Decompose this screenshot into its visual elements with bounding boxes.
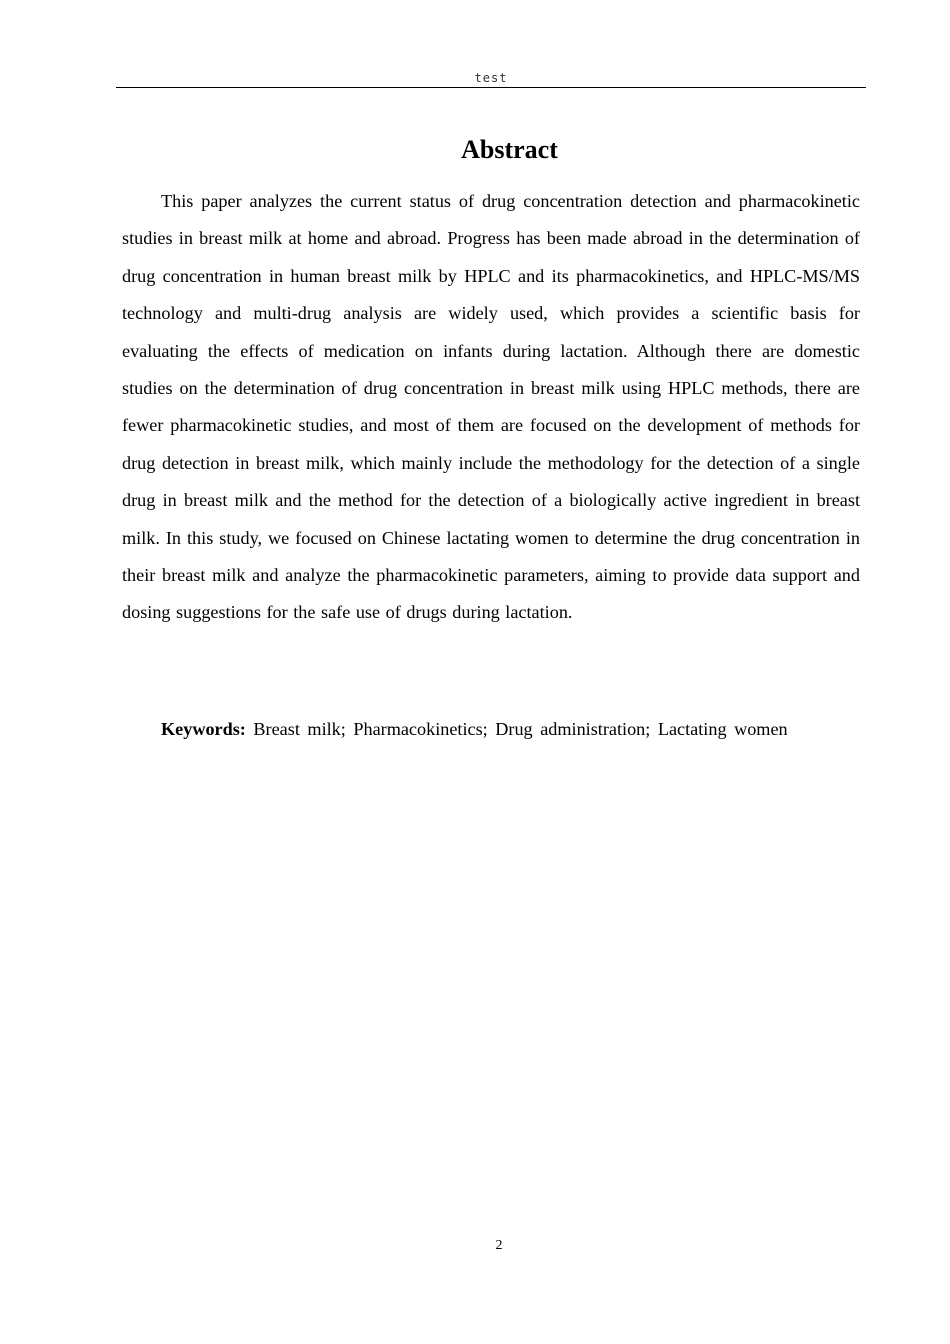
keywords-line bbox=[122, 711, 860, 747]
page-number: 2 bbox=[495, 1238, 503, 1253]
abstract-title: Abstract bbox=[461, 135, 558, 164]
running-header: test bbox=[474, 71, 508, 85]
keywords-value: Breast milk; Pharmacokinetics; Drug administration; Lactating women bbox=[253, 719, 788, 739]
abstract-body: This paper analyzes the current status of drug concentration detection and pharmacokinetic studies in breast milk at home and abroad. Progress has been made abroad in the determination of drug concentration in human breast milk by HPLC and its pharmacokinetics, and HPLC-MS/MS technology and multi-drug analysis are widely used, which provides a scientific basis for evaluating the effects of medication on infants during lactation. Although there are domestic studies on the determination of drug concentration in breast milk using HPLC methods, there are fewer pharmacokinetic studies, and most of them are focused on the development of methods for drug detection in breast milk, which mainly include the methodology for the detection of a single drug in breast milk and the method for the detection of a biologically active ingredient in breast milk. In this study, we focused on Chinese lactating women to determine the drug concentration in their breast milk and analyze the pharmacokinetic parameters, aiming to provide data support and dosing suggestions for the safe use of drugs during lactation. bbox=[122, 191, 860, 623]
header-divider bbox=[116, 87, 866, 88]
keywords-label: Keywords: bbox=[161, 719, 246, 739]
